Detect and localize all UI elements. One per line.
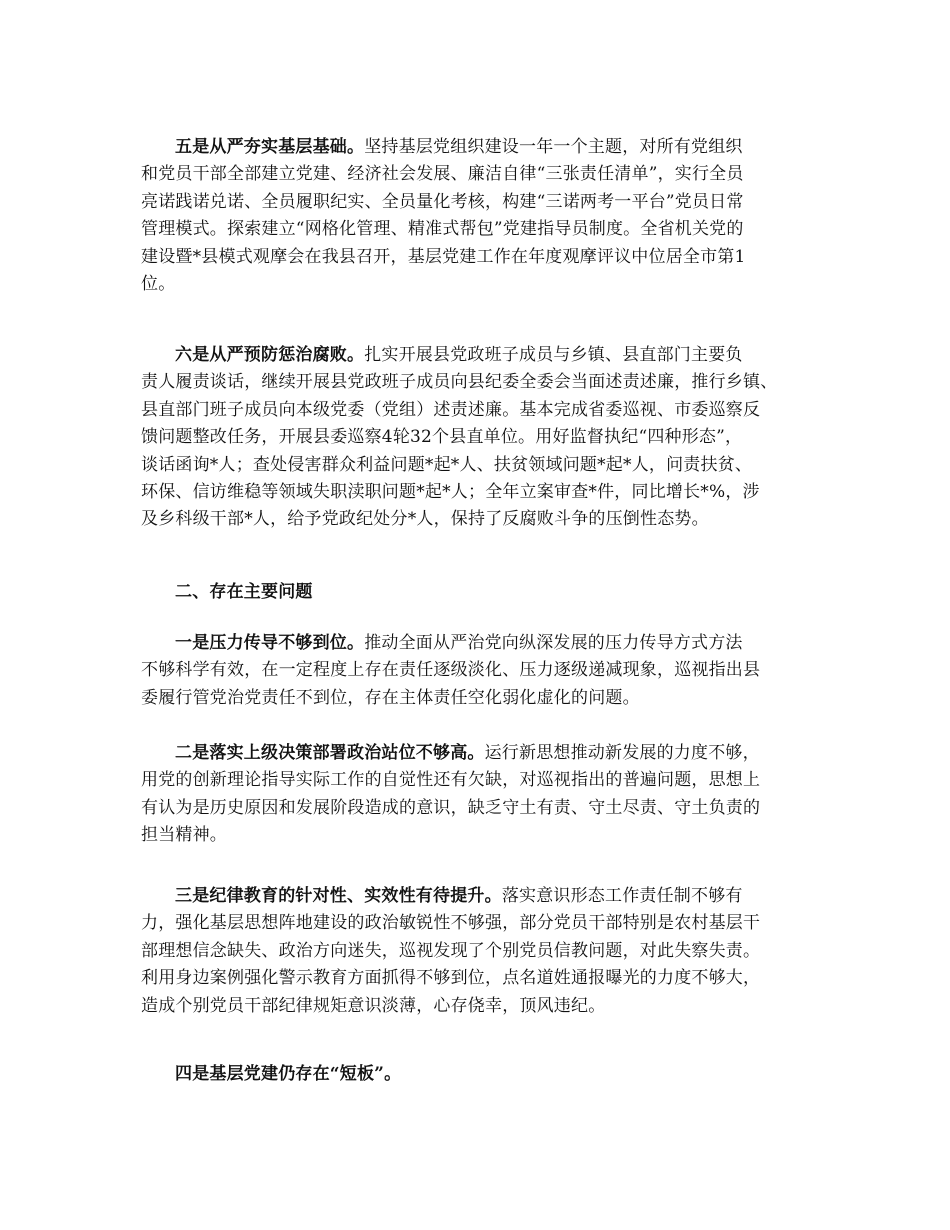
paragraph-political-stance bbox=[141, 740, 821, 850]
paragraph-line: 县直部门班子成员向本级党委（党组）述责述廉。基本完成省委巡视、市委巡察反 bbox=[141, 399, 761, 420]
paragraph-line: 利用身边案例强化警示教育方面抓得不够到位，点名道姓通报曝光的力度不够大， bbox=[141, 968, 761, 989]
paragraph-line: 建设暨*县模式观摩会在我县召开，基层党建工作在年度观摩评议中位居全市第1 bbox=[141, 246, 746, 267]
paragraph-anti-corruption bbox=[141, 342, 821, 534]
paragraph-line: 馈问题整改任务，开展县委巡察4轮32个县直单位。用好监督执纪“四种形态”， bbox=[141, 427, 743, 448]
paragraph-grassroots-foundation bbox=[141, 134, 821, 298]
paragraph-lead: 二是落实上级决策部署政治站位不够高。 bbox=[175, 743, 485, 763]
paragraph-line: 和党员干部全部建立党建、经济社会发展、廉洁自律“三张责任清单”，实行全员 bbox=[141, 164, 744, 185]
section-heading-text: 二、存在主要问题 bbox=[175, 582, 313, 602]
paragraph-line: 力，强化基层思想阵地建设的政治敏锐性不够强，部分党员干部特别是农村基层干 bbox=[141, 913, 761, 934]
paragraph-first-line bbox=[141, 134, 821, 161]
paragraph-text: 落实意识形态工作责任制不够有 bbox=[501, 886, 743, 906]
paragraph-line: 部理想信念缺失、政治方向迷失，巡视发现了个别党员信教问题，对此失察失责。 bbox=[141, 940, 761, 961]
paragraph-text: 运行新思想推动新发展的力度不够， bbox=[484, 743, 760, 763]
paragraph-lead: 四是基层党建仍存在“短板”。 bbox=[175, 1064, 402, 1084]
paragraph-line: 责人履责谈话，继续开展县党政班子成员向县纪委全委会当面述责述廉，推行乡镇、 bbox=[141, 372, 778, 393]
paragraph-text: 推动全面从严治党向纵深发展的压力传导方式方法 bbox=[364, 633, 743, 653]
paragraph-first-line bbox=[141, 630, 821, 657]
paragraph-line: 环保、信访维稳等领域失职渎职问题*起*人；全年立案审查*件，同比增长*%，涉 bbox=[141, 482, 760, 503]
paragraph-discipline-education bbox=[141, 883, 821, 1020]
paragraph-text: 扎实开展县党政班子成员与乡镇、县直部门主要负 bbox=[364, 345, 743, 365]
paragraph-pressure-transmission bbox=[141, 630, 821, 712]
section-heading-main-problems bbox=[141, 579, 821, 606]
paragraph-lead: 三是纪律教育的针对性、实效性有待提升。 bbox=[175, 886, 502, 906]
paragraph-text: 坚持基层党组织建设一年一个主题，对所有党组织 bbox=[364, 137, 743, 157]
paragraph-line: 管理模式。探索建立“网格化管理、精准式帮包”党建指导员制度。全省机关党的 bbox=[141, 219, 744, 240]
paragraph-line: 及乡科级干部*人，给予党政纪处分*人，保持了反腐败斗争的压倒性态势。 bbox=[141, 509, 709, 530]
paragraph-lead: 五是从严夯实基层基础。 bbox=[175, 137, 365, 157]
paragraph-lead: 六是从严预防惩治腐败。 bbox=[175, 345, 365, 365]
paragraph-line: 不够科学有效，在一定程度上存在责任逐级淡化、压力逐级递减现象，巡视指出县 bbox=[141, 660, 761, 681]
paragraph-line: 位。 bbox=[141, 274, 176, 295]
paragraph-first-line bbox=[141, 342, 821, 369]
paragraph-line: 亮诺践诺兑诺、全员履职纪实、全员量化考核，构建“三诺两考一平台”党员日常 bbox=[141, 191, 744, 212]
paragraph-first-line bbox=[141, 883, 821, 910]
paragraph-line: 有认为是历史原因和发展阶段造成的意识，缺乏守土有责、守土尽责、守土负责的 bbox=[141, 797, 761, 818]
paragraph-line: 用党的创新理论指导实际工作的自觉性还有欠缺，对巡视指出的普遍问题，思想上 bbox=[141, 770, 761, 791]
paragraph-line: 谈话函询*人；查处侵害群众利益问题*起*人、扶贫领域问题*起*人，问责扶贫、 bbox=[141, 454, 753, 475]
paragraph-line: 委履行管党治党责任不到位，存在主体责任空化弱化虚化的问题。 bbox=[141, 687, 640, 708]
paragraph-line: 造成个别党员干部纪律规矩意识淡薄，心存侥幸，顶风违纪。 bbox=[141, 995, 606, 1016]
paragraph-lead: 一是压力传导不够到位。 bbox=[175, 633, 365, 653]
paragraph-first-line bbox=[141, 740, 821, 767]
paragraph-grassroots-shortcomings bbox=[141, 1061, 821, 1088]
paragraph-line: 担当精神。 bbox=[141, 825, 227, 846]
